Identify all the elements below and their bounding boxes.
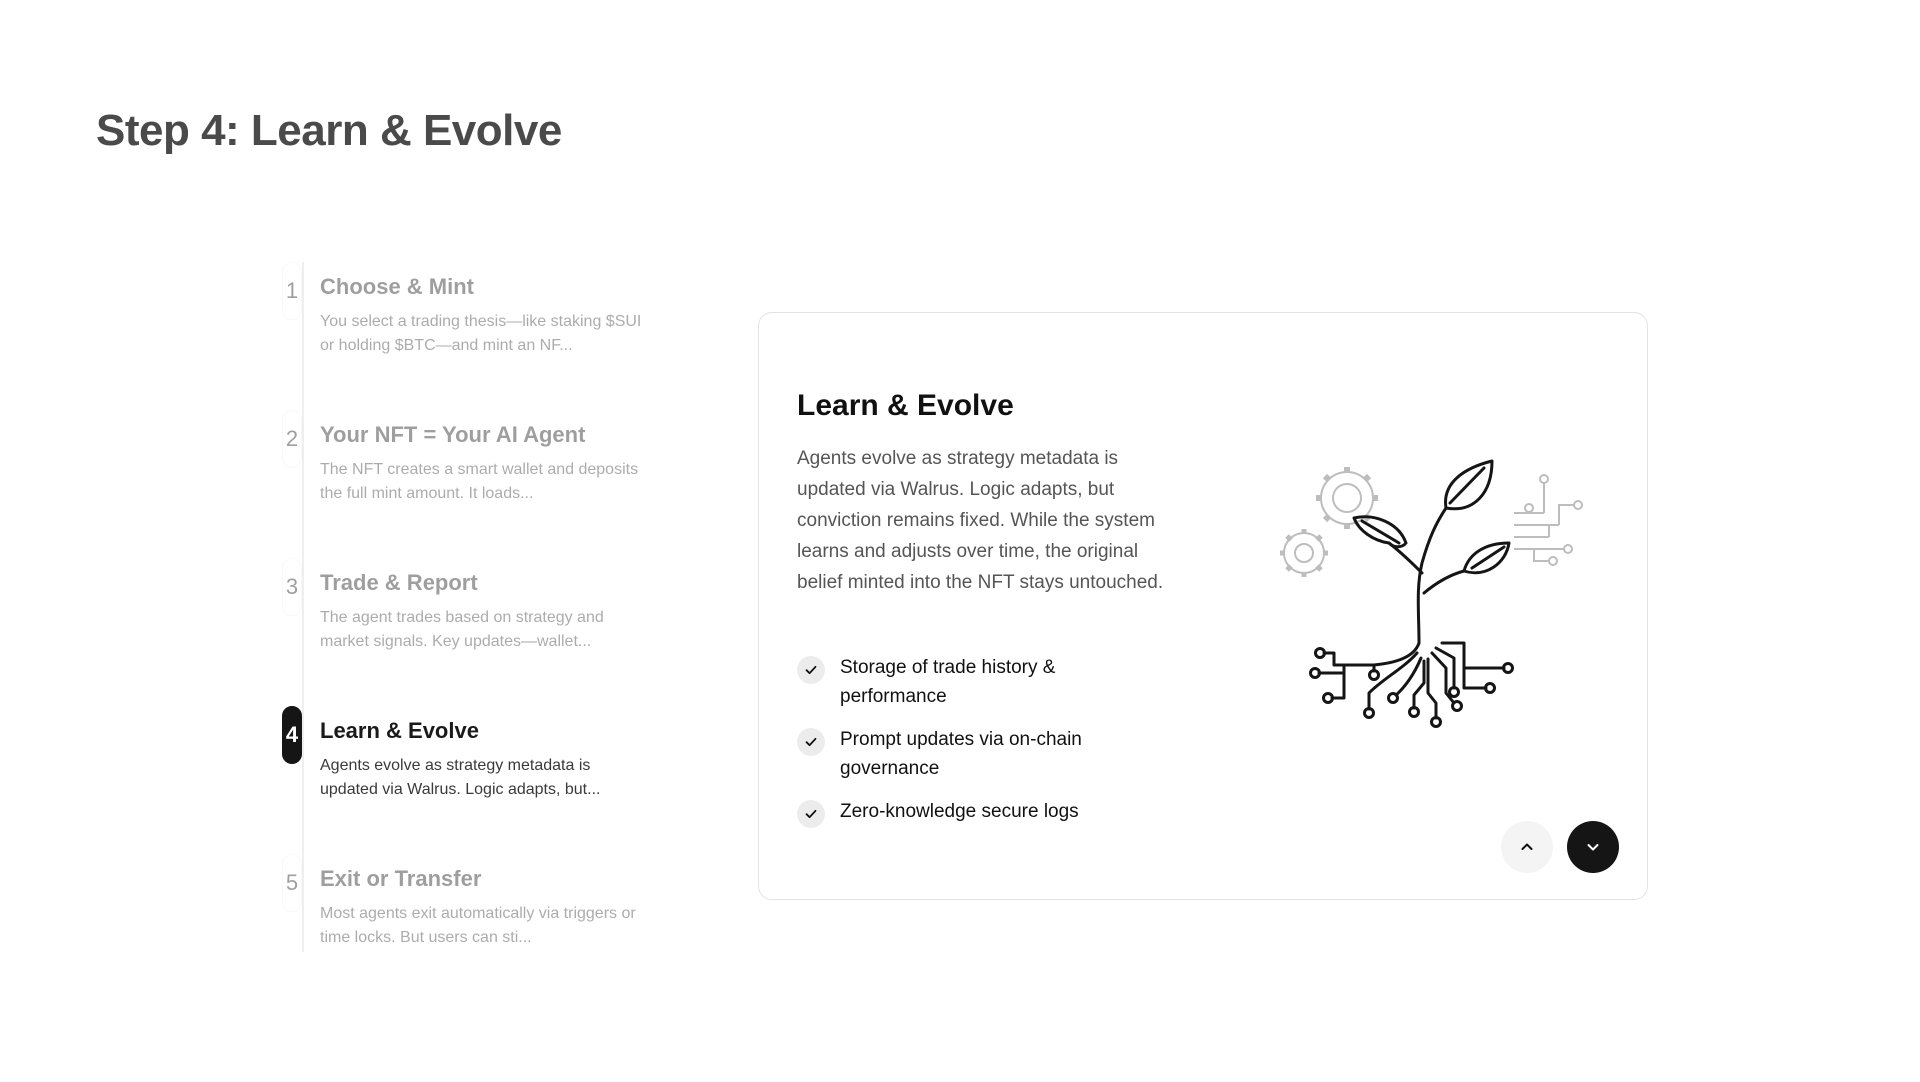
check-icon (797, 656, 825, 684)
step-number-badge: 5 (282, 854, 302, 912)
feature-item (797, 653, 1137, 711)
step-description: Most agents exit automatically via triggers or time locks. But users can sti... (320, 905, 636, 946)
step-title: Exit or Transfer (320, 866, 482, 891)
growing-plant-circuit-icon (1224, 413, 1614, 803)
step-title: Trade & Report (320, 570, 478, 595)
step-description: Agents evolve as strategy metadata is updated via Walrus. Logic adapts, but... (320, 757, 601, 798)
step-title: Your NFT = Your AI Agent (320, 422, 586, 447)
previous-step-button[interactable] (1501, 821, 1553, 873)
step-detail-card (758, 312, 1648, 900)
check-icon (797, 800, 825, 828)
card-title: Learn & Evolve (797, 389, 1014, 422)
step-title: Learn & Evolve (320, 718, 479, 743)
step-number-badge: 3 (282, 558, 302, 616)
step-description: You select a trading thesis—like staking $SUI or holding $BTC—and mint an NF... (320, 313, 642, 354)
steps-progress-line (302, 262, 304, 952)
step-number-badge: 2 (282, 410, 302, 468)
feature-label: Prompt updates via on-chain governance (840, 729, 1082, 779)
feature-item (797, 725, 1137, 783)
chevron-up-icon (1519, 839, 1535, 855)
step-description: The agent trades based on strategy and market signals. Key updates—wallet... (320, 609, 604, 650)
feature-label: Zero-knowledge secure logs (840, 801, 1079, 822)
step-description: The NFT creates a smart wallet and deposits the full mint amount. It loads... (320, 461, 639, 502)
check-icon (797, 728, 825, 756)
step-number-badge: 4 (282, 706, 302, 764)
feature-label: Storage of trade history & performance (840, 657, 1056, 707)
next-step-button[interactable] (1567, 821, 1619, 873)
feature-list (797, 653, 1137, 840)
step-number-badge: 1 (282, 262, 302, 320)
card-description: Agents evolve as strategy metadata is updated via Walrus. Logic adapts, but conviction remains fixed. While the system learns and adjusts over time, the original belief minted into the NFT stays untouched. (797, 448, 1164, 593)
step-title: Choose & Mint (320, 274, 474, 299)
page-title: Step 4: Learn & Evolve (96, 106, 562, 155)
feature-item (797, 797, 1137, 826)
chevron-down-icon (1585, 839, 1601, 855)
